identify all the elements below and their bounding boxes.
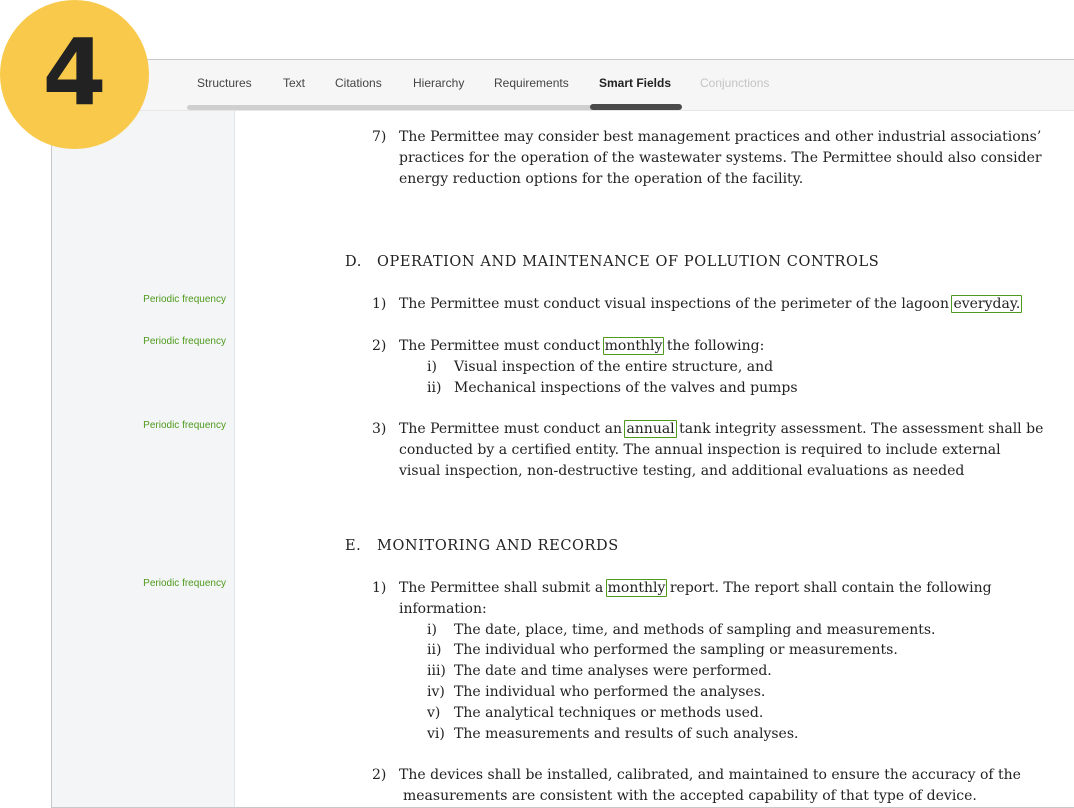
paragraph-line: visual inspection, non-destructive testing, and additional evaluations as needed bbox=[399, 463, 965, 479]
sublist-number: vi) bbox=[427, 726, 445, 742]
smart-field-highlight[interactable]: monthly bbox=[604, 338, 663, 354]
paragraph-line: conducted by a certified entity. The annual inspection is required to include external bbox=[399, 442, 1001, 458]
sublist-text: Visual inspection of the entire structure, and bbox=[454, 359, 774, 375]
sublist-text: The date, place, time, and methods of sampling and measurements. bbox=[454, 622, 936, 638]
section-letter: E. bbox=[345, 538, 362, 554]
paragraph-line: measurements are consistent with the accepted capability of that type of device. bbox=[403, 788, 977, 804]
tab-citations[interactable]: Citations bbox=[335, 76, 382, 90]
tab-hierarchy[interactable]: Hierarchy bbox=[413, 76, 465, 90]
list-number: 1) bbox=[372, 580, 387, 596]
paragraph-line: The devices shall be installed, calibrated, and maintained to ensure the accuracy of the bbox=[399, 767, 1021, 783]
sublist-text: The date and time analyses were performed. bbox=[454, 663, 772, 679]
list-number: 2) bbox=[372, 338, 387, 354]
tab-bar bbox=[52, 60, 1074, 111]
paragraph-line: The Permittee may consider best management practices and other industrial associations’ bbox=[399, 129, 1042, 145]
paragraph-line: The Permittee must conduct visual inspections of the perimeter of the lagoon everyday. bbox=[399, 296, 1021, 312]
sublist-number: iv) bbox=[427, 684, 445, 700]
paragraph-line: The Permittee shall submit a monthly report. The report shall contain the following bbox=[399, 580, 992, 596]
paragraph-line: energy reduction options for the operation of the facility. bbox=[399, 171, 804, 187]
sublist-number: ii) bbox=[427, 380, 442, 396]
section-heading: MONITORING AND RECORDS bbox=[377, 538, 619, 554]
sublist-text: The individual who performed the analyses. bbox=[454, 684, 766, 700]
tab-scrollbar-thumb[interactable] bbox=[590, 104, 682, 110]
smart-field-label[interactable]: Periodic frequency bbox=[143, 294, 226, 305]
smart-field-highlight[interactable]: annual bbox=[626, 421, 675, 437]
sublist-number: i) bbox=[427, 622, 437, 638]
paragraph-line: The Permittee must conduct monthly the following: bbox=[399, 338, 765, 354]
tab-conjunctions: Conjunctions bbox=[700, 76, 770, 90]
sublist-number: v) bbox=[427, 705, 441, 721]
step-number: 4 bbox=[42, 18, 107, 126]
list-number: 7) bbox=[372, 129, 387, 145]
list-number: 1) bbox=[372, 296, 387, 312]
list-number: 2) bbox=[372, 767, 387, 783]
tab-structures[interactable]: Structures bbox=[197, 76, 252, 90]
smart-field-label[interactable]: Periodic frequency bbox=[143, 336, 226, 347]
paragraph-line: information: bbox=[399, 601, 487, 617]
smart-field-label[interactable]: Periodic frequency bbox=[143, 578, 226, 589]
smart-field-label[interactable]: Periodic frequency bbox=[143, 420, 226, 431]
smart-field-highlight[interactable]: monthly bbox=[607, 580, 666, 596]
smart-field-highlight[interactable]: everyday. bbox=[953, 296, 1021, 312]
document-viewer-window bbox=[51, 59, 1074, 808]
tab-smart-fields[interactable]: Smart Fields bbox=[599, 76, 672, 90]
sublist-number: ii) bbox=[427, 642, 442, 658]
sublist-number: i) bbox=[427, 359, 437, 375]
sublist-text: The measurements and results of such analyses. bbox=[454, 726, 799, 742]
sublist-text: The individual who performed the sampling or measurements. bbox=[454, 642, 898, 658]
tab-requirements[interactable]: Requirements bbox=[494, 76, 569, 90]
smart-field-sidebar bbox=[52, 111, 235, 808]
section-letter: D. bbox=[345, 254, 362, 270]
paragraph-line: practices for the operation of the wastewater systems. The Permittee should also consider bbox=[399, 150, 1042, 166]
sublist-text: Mechanical inspections of the valves and pumps bbox=[454, 380, 798, 396]
step-number-badge bbox=[0, 0, 149, 149]
tab-text[interactable]: Text bbox=[283, 76, 306, 90]
sublist-text: The analytical techniques or methods used. bbox=[454, 705, 764, 721]
sublist-number: iii) bbox=[427, 663, 446, 679]
section-heading: OPERATION AND MAINTENANCE OF POLLUTION CONTROLS bbox=[377, 254, 880, 270]
list-number: 3) bbox=[372, 421, 387, 437]
paragraph-line: The Permittee must conduct an annual tank integrity assessment. The assessment shall be bbox=[399, 421, 1044, 437]
document-content bbox=[235, 111, 1074, 807]
